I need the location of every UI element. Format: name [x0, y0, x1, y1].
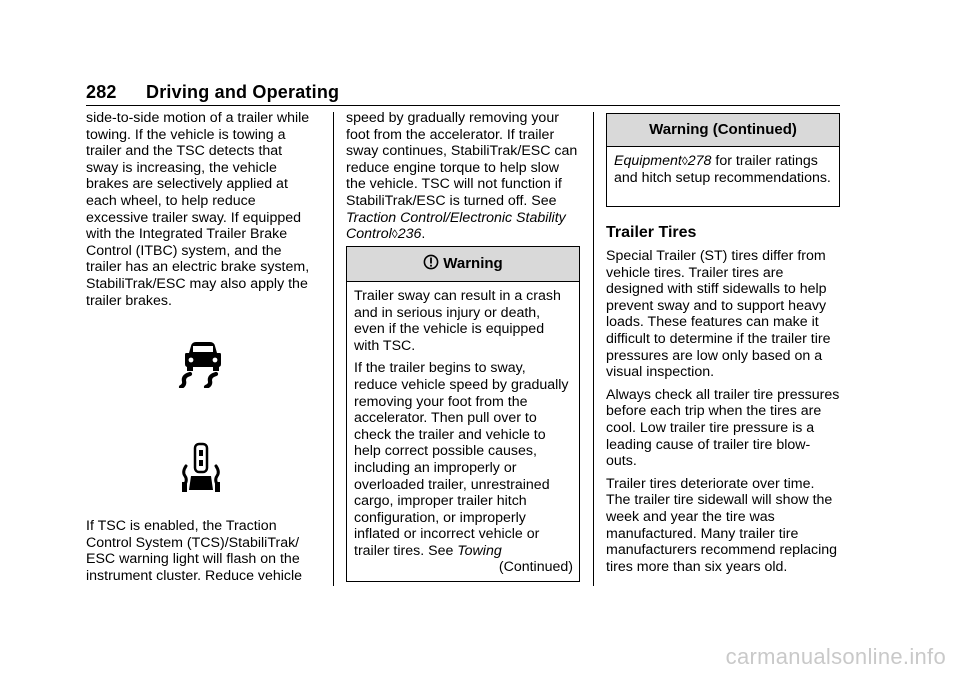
paragraph: Trailer tires deteriorate over time. The trailer tire sidewall will show the week and year the tire was manufactured. Many trailer tire manufacturers recommend replacing tires more than six years old.	[606, 475, 838, 575]
alert-icon	[423, 254, 439, 270]
paragraph: Special Trailer (ST) tires differ from vehicle tires. Trailer tires are designed with stiff sidewalls to help prevent sway and to support heavy loads. These features can make it difficult to determine if the trailer tire pressures are low only based on a visual inspection.	[606, 248, 831, 381]
header-rule	[86, 105, 840, 106]
warning-header	[347, 247, 579, 282]
reference-arrow-icon: ◊	[391, 227, 398, 242]
cross-reference-link[interactable]: Equipment	[614, 153, 682, 169]
reference-arrow-icon: ◊	[681, 154, 688, 168]
warning-paragraph: Trailer sway can result in a crash and in serious injury or death, even if the vehicle is equipped with TSC.	[354, 288, 561, 354]
esc-skid-icon	[178, 340, 228, 388]
column-3-text	[606, 248, 840, 581]
watermark: carmanualsonline.info	[725, 644, 946, 669]
paragraph: side-to-side motion of a trailer while towing. If the vehicle is towing a trailer and the TSC detects that sway is increasing, the vehicle brakes are selectively applied at each wheel, to help reduce excessive trailer sway. If equipped with the Integrated Trailer Brake Control (ITBC) system, and the trailer has an electric brake system, StabiliTrak/ESC may also apply the trailer brakes.	[86, 110, 310, 309]
column-divider-1	[333, 112, 334, 586]
chapter-title: Driving and Operating	[146, 82, 340, 102]
column-1	[86, 110, 318, 309]
cross-reference-link[interactable]: Traction Control/Electronic Stability Control	[346, 209, 566, 243]
page-header	[86, 82, 840, 106]
warning-header: Warning (Continued)	[607, 114, 839, 147]
column-divider-2	[593, 112, 594, 586]
warning-continued-box	[606, 113, 840, 207]
awd-traction-icon	[180, 442, 222, 494]
warning-paragraph: If the trailer begins to sway, reduce vehicle speed by gradually removing your foot from the accelerator. Then pull over to check the trailer and vehicle to help correct possible causes, including an improperly or overloaded trailer, unrestrained cargo, improper trailer hitch configuration, or improperly inflated or incorrect vehicle or trailer tires. See Towing	[354, 360, 569, 559]
warning-paragraph: Equipment◊278 for trailer ratings and hitch setup recommendations.	[614, 153, 831, 186]
warning-body	[347, 282, 579, 560]
continued-label: (Continued)	[498, 559, 573, 575]
page-reference[interactable]: 278	[687, 153, 712, 169]
section-title: Trailer Tires	[606, 224, 697, 241]
warning-box	[346, 246, 580, 582]
page-number: 282	[86, 82, 117, 102]
paragraph: speed by gradually removing your foot from the accelerator. If trailer sway continues, StabiliTrak/ESC can reduce engine torque to help slow the vehicle. TSC will not function if StabiliTrak/ESC is turned off. See Traction Control/Electronic Stability Control◊236.	[346, 110, 578, 243]
paragraph: If TSC is enabled, the Traction Control System (TCS)/StabiliTrak/ ESC warning light will flash on the instrument cluster. Reduce vehicle	[86, 518, 303, 584]
warning-body	[607, 147, 839, 186]
page-reference[interactable]: 236	[397, 226, 422, 243]
warning-title: Warning	[443, 255, 503, 272]
column-2	[346, 110, 580, 243]
paragraph: Always check all trailer tire pressures before each trip when the tires are cool. Low trailer tire pressure is a leading cause of trailer tire blow-outs.	[606, 386, 840, 470]
cross-reference-link[interactable]: Towing	[457, 542, 502, 559]
column-1-bottom	[86, 518, 318, 584]
